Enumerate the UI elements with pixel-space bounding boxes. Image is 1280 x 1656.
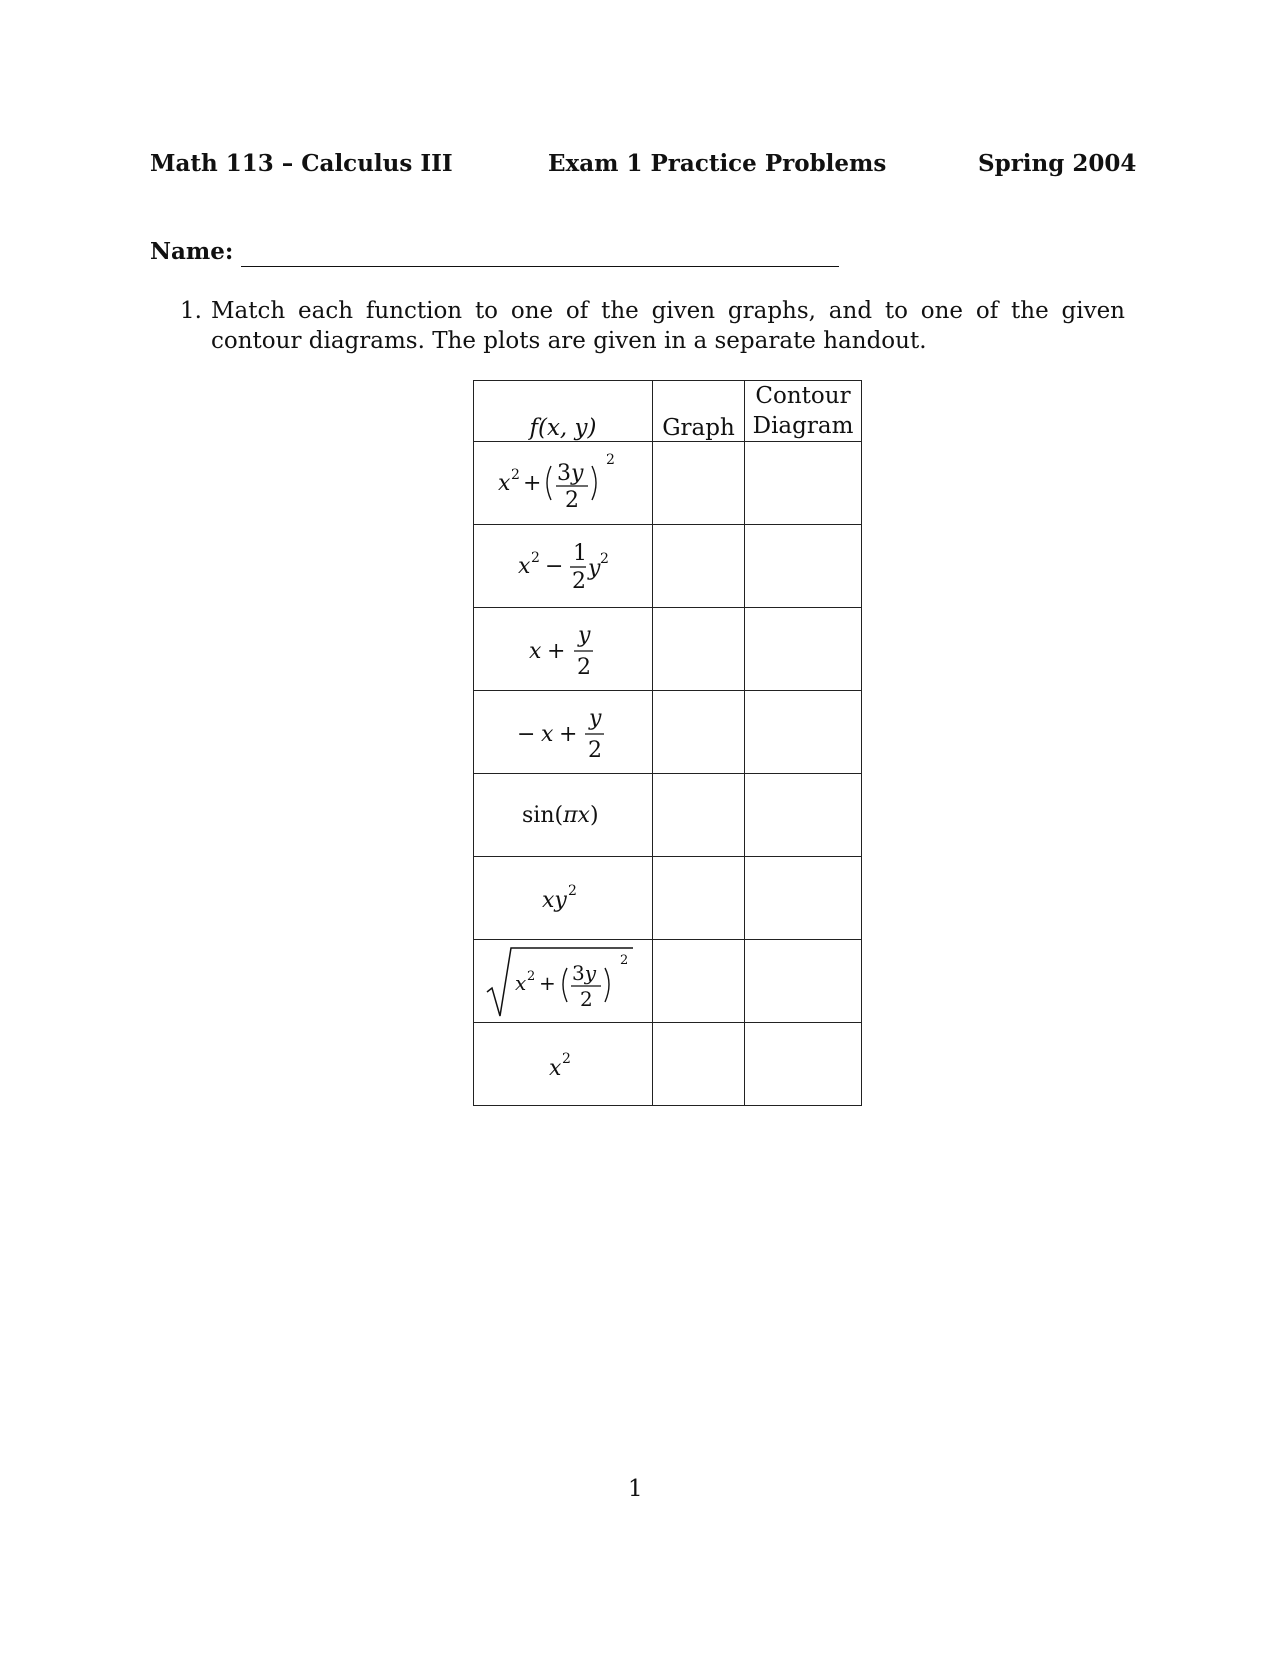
name-blank-line[interactable]	[241, 266, 839, 267]
svg-text:y: y	[589, 706, 602, 731]
graph-answer-cell[interactable]	[653, 774, 745, 857]
svg-text:2: 2	[600, 551, 609, 567]
svg-text:3y: 3y	[557, 461, 584, 486]
svg-text:+: +	[538, 971, 556, 995]
formula-6	[538, 861, 588, 935]
graph-answer-cell[interactable]	[653, 525, 745, 608]
svg-text:x: x	[541, 722, 554, 747]
header-graph-label: Graph	[662, 415, 735, 441]
svg-text:x: x	[529, 639, 542, 664]
graph-answer-cell[interactable]	[653, 442, 745, 525]
svg-text:2: 2	[619, 953, 628, 968]
svg-text:2: 2	[526, 969, 535, 984]
problem-number: 1.	[180, 298, 202, 324]
contour-answer-cell[interactable]	[745, 857, 862, 940]
formula-2	[508, 529, 618, 603]
formula-8	[545, 1027, 581, 1101]
svg-text:x: x	[518, 554, 531, 579]
svg-text:1: 1	[573, 541, 587, 566]
formula-4	[513, 695, 613, 769]
semester: Spring 2004	[978, 150, 1137, 177]
svg-text:−: −	[517, 722, 536, 747]
table-row	[474, 442, 862, 525]
function-cell	[474, 442, 653, 525]
matching-table	[473, 380, 862, 1106]
svg-text:2: 2	[531, 550, 540, 566]
svg-text:y: y	[578, 623, 591, 648]
header-contour-line2: Diagram	[752, 413, 854, 439]
svg-text:xy: xy	[542, 888, 567, 913]
svg-text:x: x	[498, 471, 511, 496]
table-row	[474, 774, 862, 857]
svg-text:sin(πx): sin(πx)	[522, 803, 599, 828]
svg-text:2: 2	[588, 738, 602, 763]
header-contour-line1: Contour	[755, 383, 851, 409]
table-row	[474, 940, 862, 1023]
svg-text:2: 2	[568, 883, 577, 899]
header-graph	[653, 381, 745, 442]
graph-answer-cell[interactable]	[653, 691, 745, 774]
header-contour	[745, 381, 862, 442]
formula-5	[518, 778, 608, 852]
contour-answer-cell[interactable]	[745, 940, 862, 1023]
contour-answer-cell[interactable]	[745, 691, 862, 774]
contour-answer-cell[interactable]	[745, 774, 862, 857]
function-cell	[474, 691, 653, 774]
svg-text:x: x	[549, 1056, 562, 1081]
course-title: Math 113 – Calculus III	[150, 150, 453, 177]
svg-text:+: +	[523, 471, 542, 496]
table-row	[474, 1023, 862, 1106]
contour-answer-cell[interactable]	[745, 525, 862, 608]
svg-text:2: 2	[579, 987, 593, 1011]
formula-1	[493, 446, 633, 520]
function-cell	[474, 608, 653, 691]
function-cell	[474, 940, 653, 1023]
svg-text:+: +	[559, 722, 578, 747]
problem-1	[180, 296, 1125, 356]
function-cell	[474, 1023, 653, 1106]
svg-text:2: 2	[562, 1051, 571, 1067]
contour-answer-cell[interactable]	[745, 608, 862, 691]
graph-answer-cell[interactable]	[653, 857, 745, 940]
svg-text:2: 2	[572, 569, 586, 594]
table-row	[474, 857, 862, 940]
svg-text:3y: 3y	[571, 961, 596, 985]
table-row	[474, 608, 862, 691]
function-cell	[474, 857, 653, 940]
graph-answer-cell[interactable]	[653, 608, 745, 691]
table-row	[474, 525, 862, 608]
svg-text:−: −	[545, 554, 564, 579]
graph-answer-cell[interactable]	[653, 940, 745, 1023]
table-header-row	[474, 381, 862, 442]
svg-text:2: 2	[577, 655, 591, 680]
function-cell	[474, 774, 653, 857]
svg-text:2: 2	[511, 467, 520, 483]
formula-3	[523, 612, 603, 686]
name-label: Name:	[150, 238, 234, 265]
table-row	[474, 691, 862, 774]
graph-answer-cell[interactable]	[653, 1023, 745, 1106]
exam-title: Exam 1 Practice Problems	[548, 150, 887, 177]
svg-text:+: +	[547, 639, 566, 664]
svg-text:2: 2	[565, 488, 579, 513]
problem-text: Match each function to one of the given graphs, and to one of the given contour diagrams. The plots are given in a separate handout.	[211, 298, 1125, 354]
contour-answer-cell[interactable]	[745, 442, 862, 525]
formula-7	[481, 942, 646, 1020]
function-cell	[474, 525, 653, 608]
svg-text:y: y	[588, 556, 601, 581]
svg-text:x: x	[514, 971, 526, 995]
contour-answer-cell[interactable]	[745, 1023, 862, 1106]
header-function	[474, 381, 653, 442]
header-function-label: f(x, y)	[529, 415, 597, 441]
page-number: 1	[628, 1476, 643, 1502]
svg-text:2: 2	[606, 452, 615, 468]
